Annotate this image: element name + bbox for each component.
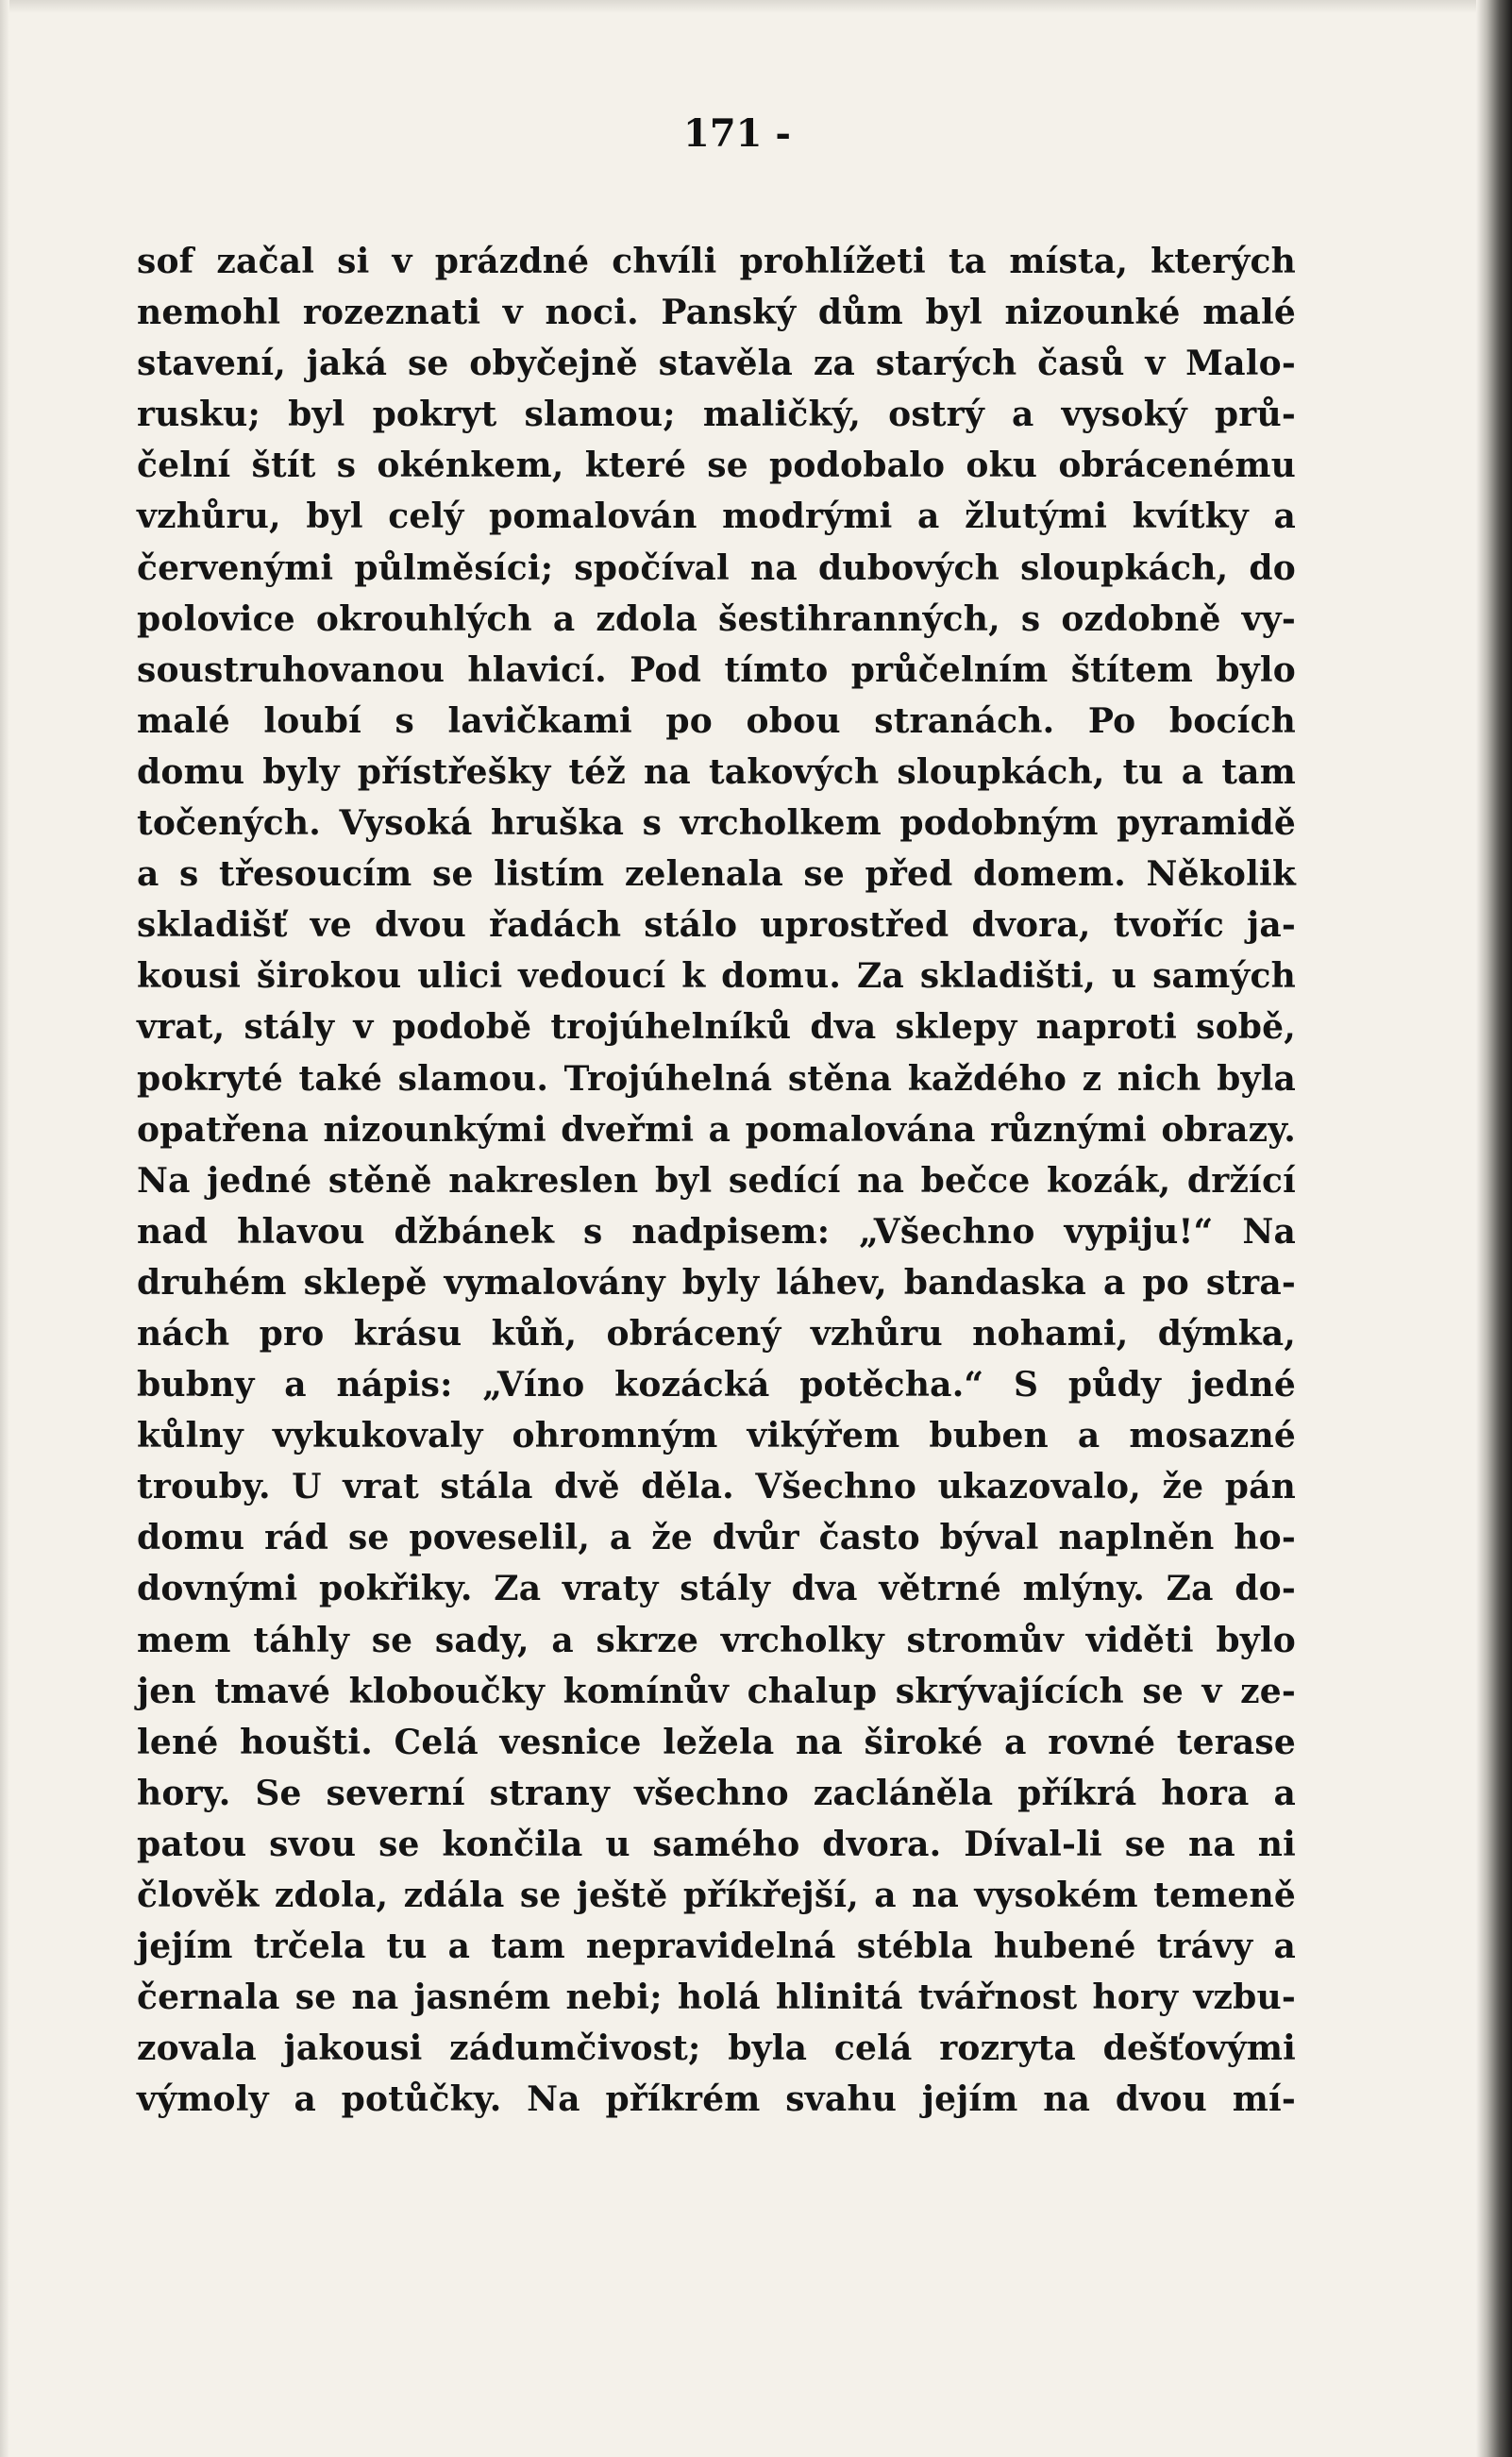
text-line: vzhůru, byl celý pomalován modrými a žlutými kvítky a xyxy=(137,496,1296,537)
text-line: pokryté také slamou. Trojúhelná stěna každého z nich byla xyxy=(137,1058,1296,1099)
text-line: jejím trčela tu a tam nepravidelná stébla hubené trávy a xyxy=(137,1927,1296,1967)
text-line: nách pro krásu kůň, obrácený vzhůru nohami, dýmka, xyxy=(137,1313,1296,1354)
text-line: jen tmavé kloboučky komínův chalup skrývajících se v ze- xyxy=(137,1671,1296,1711)
text-line: černala se na jasném nebi; holá hlinitá tvářnost hory vzbu- xyxy=(137,1977,1296,2018)
text-line: stavení, jaká se obyčejně stavěla za starých časů v Malo- xyxy=(137,344,1296,384)
scan-shadow-right xyxy=(1476,0,1512,2457)
text-line: zovala jakousi zádumčivost; byla celá rozryta dešťovými xyxy=(137,2028,1296,2069)
text-line: a s třesoucím se listím zelenala se před domem. Několik xyxy=(137,854,1296,895)
text-line: dovnými pokřiky. Za vraty stály dva větrné mlýny. Za do- xyxy=(137,1569,1296,1609)
text-line: kůlny vykukovaly ohromným vikýřem buben a mosazné xyxy=(137,1416,1296,1456)
text-line: člověk zdola, zdála se ještě příkřejší, a na vysokém temeně xyxy=(137,1876,1296,1915)
text-line: hory. Se severní strany všechno zacláněla příkrá hora a xyxy=(137,1773,1296,1813)
text-line: bubny a nápis: „Víno kozácká potěcha.“ S půdy jedné xyxy=(137,1365,1296,1405)
text-line: soustruhovanou hlavicí. Pod tímto průčelním štítem bylo xyxy=(137,649,1296,690)
scan-shadow-left xyxy=(0,0,9,2457)
text-line: polovice okrouhlých a zdola šestihranných, s ozdobně vy- xyxy=(137,598,1296,639)
text-line: skladišť ve dvou řadách stálo uprostřed dvora, tvoříc ja- xyxy=(137,905,1296,946)
text-line: Na jedné stěně nakreslen byl sedící na bečce kozák, držící xyxy=(137,1160,1296,1201)
text-line: rusku; byl pokryt slamou; maličký, ostrý a vysoký prů- xyxy=(137,395,1296,435)
text-line: opatřena nizounkými dveřmi a pomalována různými obrazy. xyxy=(137,1109,1296,1150)
text-line: trouby. U vrat stála dvě děla. Všechno ukazovalo, že pán xyxy=(137,1467,1296,1507)
text-line: nemohl rozeznati v noci. Panský dům byl nizounké malé xyxy=(137,293,1296,333)
text-line: domu rád se poveselil, a že dvůr často býval naplněn ho- xyxy=(137,1518,1296,1558)
text-line: domu byly přístřešky též na takových sloupkách, tu a tam xyxy=(137,751,1296,792)
text-line: sof začal si v prázdné chvíli prohlížeti ta místa, kterých xyxy=(137,242,1296,281)
text-line: lené houšti. Celá vesnice ležela na široké a rovné terase xyxy=(137,1722,1296,1762)
text-line: čelní štít s okénkem, které se podobalo oku obrácenému xyxy=(137,446,1296,486)
scan-shadow-top xyxy=(0,0,1512,13)
text-line: vrat, stály v podobě trojúhelníků dva sklepy naproti sobě, xyxy=(137,1007,1296,1048)
text-line: výmoly a potůčky. Na příkrém svahu jejím na dvou mí- xyxy=(137,2079,1296,2120)
text-line: druhém sklepě vymalovány byly láhev, bandaska a po stra- xyxy=(137,1262,1296,1303)
text-line: mem táhly se sady, a skrze vrcholky stromův viděti bylo xyxy=(137,1620,1296,1660)
page-number: 171 - xyxy=(683,111,792,156)
text-line: malé loubí s lavičkami po obou stranách. Po bocích xyxy=(137,700,1296,741)
text-line: patou svou se končila u samého dvora. Díval-li se na ni xyxy=(137,1824,1296,1864)
body-text xyxy=(137,236,1296,2125)
text-line: kousi širokou ulici vedoucí k domu. Za skladišti, u samých xyxy=(137,956,1296,997)
text-line: červenými půlměsíci; spočíval na dubových sloupkách, do xyxy=(137,547,1296,588)
text-line: točených. Vysoká hruška s vrcholkem podobným pyramidě xyxy=(137,803,1296,844)
text-line: nad hlavou džbánek s nadpisem: „Všechno vypiju!“ Na xyxy=(137,1211,1296,1252)
